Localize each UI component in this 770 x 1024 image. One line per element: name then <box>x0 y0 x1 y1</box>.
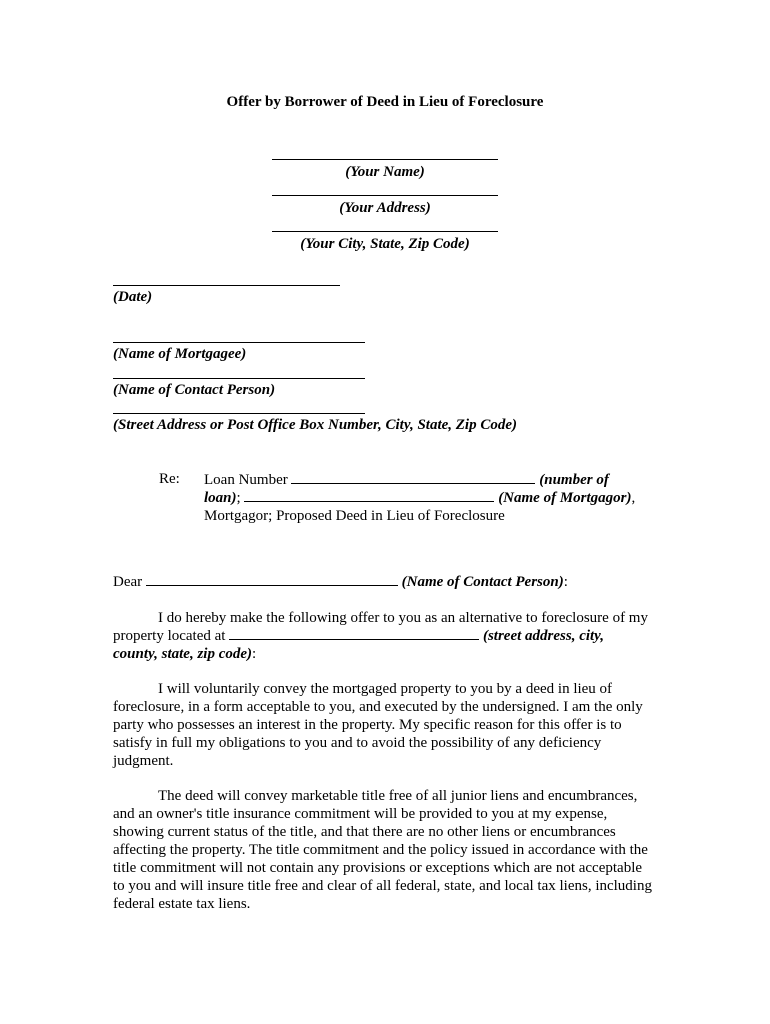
re-label: Re: <box>159 471 180 487</box>
number-of-loan-label-cont: loan) <box>204 490 237 506</box>
your-name-line[interactable] <box>272 159 498 160</box>
document-title: Offer by Borrower of Deed in Lieu of Foreclosure <box>226 94 544 110</box>
property-address-blank[interactable] <box>229 627 479 640</box>
paragraph-convey <box>113 680 658 770</box>
p2-line: I will voluntarily convey the mortgaged property to you by a deed in lieu of <box>158 681 613 697</box>
re-subject-line: Mortgagor; Proposed Deed in Lieu of Foreclosure <box>204 508 505 524</box>
mortgagor-blank[interactable] <box>244 489 494 502</box>
paragraph-title <box>113 787 658 913</box>
street-address-line[interactable] <box>113 413 365 414</box>
street-address-label: (Street Address or Post Office Box Number, City, State, Zip Code) <box>113 417 518 433</box>
p3-line: and an owner's title insurance commitment will be provided to you at my expense, <box>113 806 608 822</box>
p2-line: satisfy in full my obligations to you and to avoid the possibility of any deficiency <box>113 735 602 751</box>
date-line[interactable] <box>113 285 340 286</box>
dear-contact-blank[interactable] <box>146 573 398 586</box>
mortgagor-label: (Name of Mortgagor) <box>498 490 632 506</box>
loan-number-blank[interactable] <box>291 471 535 484</box>
your-address-line[interactable] <box>272 195 498 196</box>
mortgagee-label: (Name of Mortgagee) <box>113 346 247 362</box>
salutation <box>113 573 568 591</box>
semicolon: ; <box>236 490 241 506</box>
p2-line: party who possesses an interest in the property. My specific reason for this offer is to <box>113 717 622 733</box>
number-of-loan-label: (number of <box>539 472 609 488</box>
dear-contact-label: (Name of Contact Person) <box>401 574 564 590</box>
loan-number-text: Loan Number <box>204 472 288 488</box>
p1-line1: I do hereby make the following offer to you as an alternative to foreclosure of my <box>158 610 648 626</box>
p3-line: affecting the property. The title commitment and the policy issued in accordance with the <box>113 842 648 858</box>
your-city-label: (Your City, State, Zip Code) <box>300 236 470 252</box>
your-city-line[interactable] <box>272 231 498 232</box>
p3-line: to you and will insure title free and clear of all federal, state, and local tax liens, including <box>113 878 652 894</box>
contact-person-label: (Name of Contact Person) <box>113 382 276 398</box>
p1-colon: : <box>252 646 257 662</box>
contact-person-line[interactable] <box>113 378 365 379</box>
date-label: (Date) <box>113 289 153 305</box>
p1-line2-prefix: property located at <box>113 628 226 644</box>
p3-line: The deed will convey marketable title free of all junior liens and encumbrances, <box>158 788 638 804</box>
re-body <box>204 471 634 525</box>
paragraph-offer <box>113 609 658 663</box>
p2-line: judgment. <box>113 753 174 769</box>
county-state-zip-label: county, state, zip code) <box>113 646 253 662</box>
p3-line: federal estate tax liens. <box>113 896 251 912</box>
salutation-colon: : <box>563 574 568 590</box>
comma: , <box>631 490 636 506</box>
p2-line: foreclosure, in a form acceptable to you, and executed by the undersigned. I am the only <box>113 699 643 715</box>
p3-line: title commitment will not contain any provisions or exceptions which are not acceptable <box>113 860 643 876</box>
street-address-city-label: (street address, city, <box>482 628 605 644</box>
your-name-label: (Your Name) <box>345 164 425 180</box>
p3-line: showing current status of the title, and that there are no other liens or encumbrances <box>113 824 616 840</box>
dear-text: Dear <box>113 574 143 590</box>
mortgagee-line[interactable] <box>113 342 365 343</box>
your-address-label: (Your Address) <box>339 200 431 216</box>
